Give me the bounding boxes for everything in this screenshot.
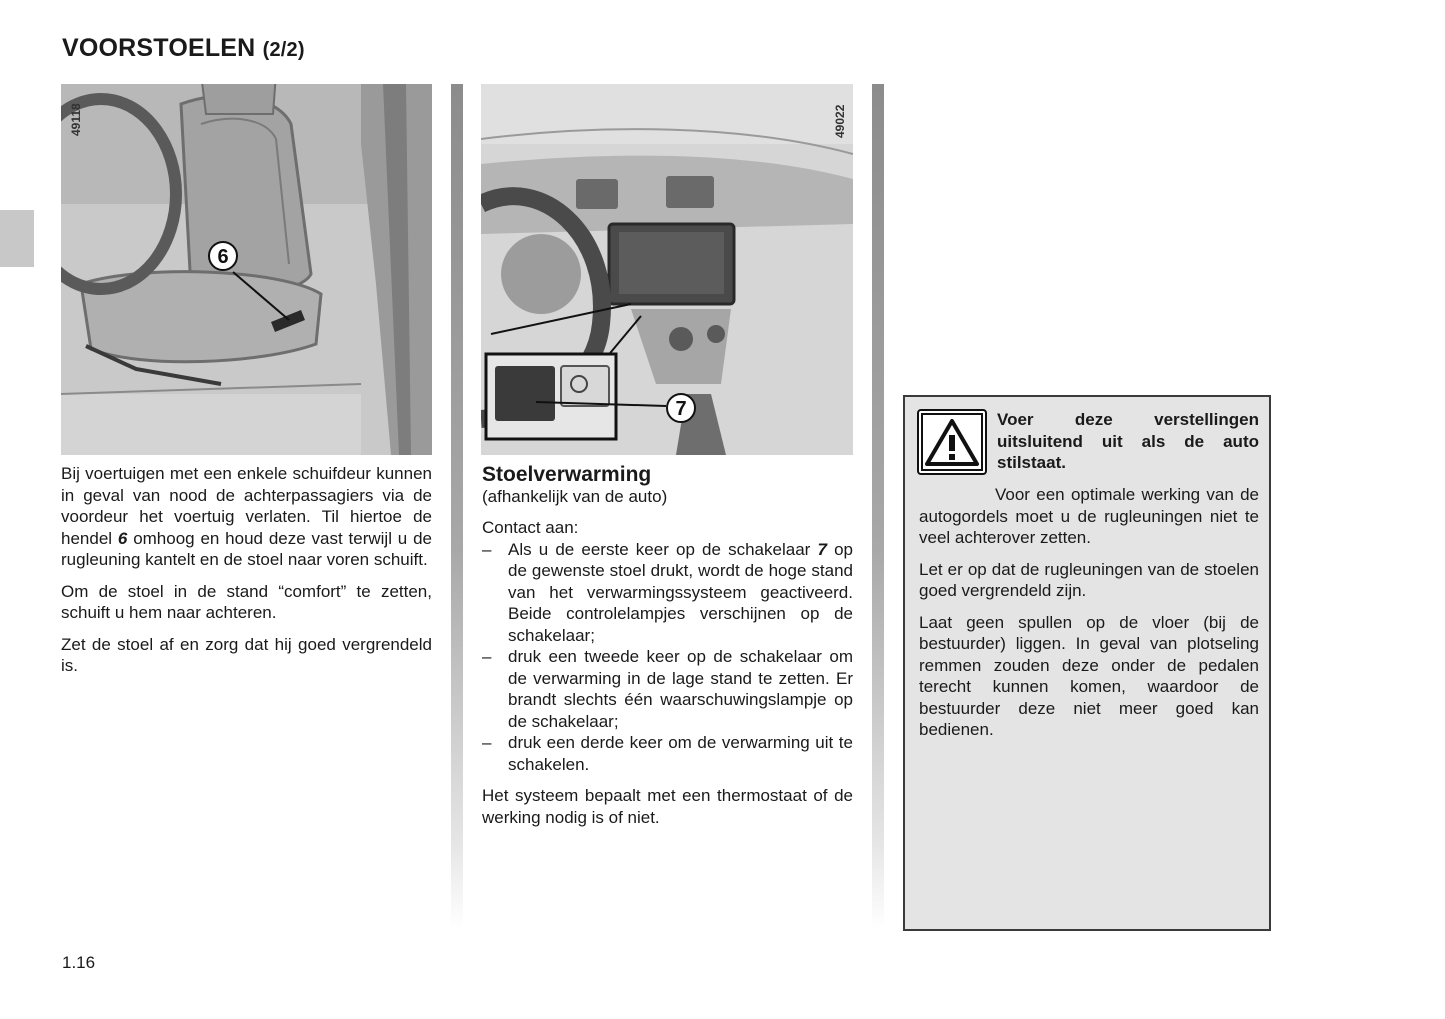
warning-paragraph: Laat geen spullen op de vloer (bij de bestuurder) liggen. In geval van plotseling remmen zouden deze onder de pedalen terecht kunnen komen, waardoor de bestuurder deze niet meer goed kan bedienen.	[919, 612, 1259, 739]
page-title	[62, 34, 305, 63]
warning-bold-text: Voer deze verstellingen uitsluitend uit als de auto stilstaat.	[997, 410, 1259, 472]
image-number-left: 49118	[69, 103, 83, 136]
seat-lever-photo	[61, 84, 432, 455]
callout-6: 6	[217, 246, 229, 268]
list-item: – druk een tweede keer op de schakelaar om de verwarming in de lage stand te zetten. Er brandt slechts één waarschuwingslampje op de schakelaar;	[482, 647, 853, 731]
list-item: – Als u de eerste keer op de schakelaar 7 op de gewenste stoel drukt, wordt de hoge stand van het verwarmingssysteem geactiveerd. Beide controlelampjes verschijnen op de schakelaar;	[482, 539, 853, 645]
intro-text: Contact aan:	[482, 518, 579, 537]
section-subheading: (afhankelijk van de auto)	[482, 487, 668, 506]
callout-7: 7	[675, 398, 687, 420]
instruction-list	[482, 539, 853, 776]
middle-column-text	[482, 463, 853, 838]
title-text: VOORSTOELEN	[62, 34, 256, 62]
paragraph-lock: Zet de stoel af en zorg dat hij goed vergrendeld is.	[61, 634, 432, 675]
section-heading: Stoelverwarming	[482, 463, 652, 486]
list-item: – druk een derde keer om de verwarming uit te schakelen.	[482, 733, 853, 774]
paragraph-exit: Bij voertuigen met een enkele schuifdeur kunnen in geval van nood de achterpassagiers via de voordeur het voertuig verlaten. Til hiertoe de hendel 6 omhoog en houd deze vast terwijl u de rugleuning kantelt en de stoel naar voren schuift.	[61, 464, 432, 569]
paragraph-comfort: Om de stoel in de stand “comfort” te zetten, schuift u hem naar achteren.	[61, 581, 432, 622]
warning-box	[903, 395, 1271, 931]
warning-content	[919, 409, 1259, 751]
page-number: 1.16	[62, 953, 96, 972]
image-number-middle: 49022	[833, 104, 847, 138]
column-divider-1	[451, 84, 463, 929]
title-part: (2/2)	[262, 39, 305, 61]
dashboard-switch-photo	[481, 84, 853, 455]
warning-paragraph: Let er op dat de rugleuningen van de stoelen goed vergrendeld zijn.	[919, 559, 1259, 600]
outro-text: Het systeem bepaalt met een thermostaat of de werking nodig is of niet.	[482, 786, 853, 827]
left-column-text	[61, 463, 432, 687]
warning-paragraph: Voor een optimale werking van de autogordels moet u de rugleuningen niet te veel achterover zetten.	[919, 485, 1259, 547]
chapter-tab	[0, 210, 34, 267]
column-divider-2	[872, 84, 884, 929]
